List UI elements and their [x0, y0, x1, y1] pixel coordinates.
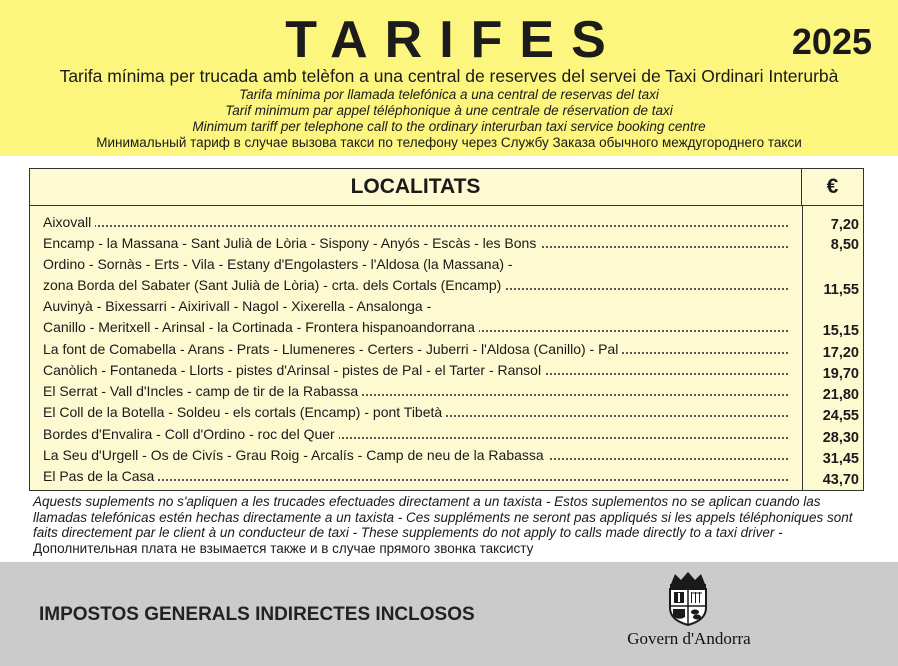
- subtitle-spanish: Tarifa mínima por llamada telefónica a una central de reservas del taxi: [239, 87, 659, 102]
- table-row-price: 7,20: [830, 217, 859, 233]
- year-label: 2025: [791, 21, 872, 62]
- column-header-places: LOCALITATS: [30, 169, 802, 205]
- subtitle-russian: Минимальный тариф в случае вызова такси по телефону через Службу Заказа обычного междугороднего такси: [96, 135, 802, 150]
- table-row-price: 28,30: [822, 430, 859, 446]
- table-row-place: El Coll de la Botella - Soldeu - els cortals (Encamp) - pont Tibetà: [43, 402, 788, 422]
- table-row-price: 43,70: [822, 472, 859, 488]
- table-row-place-continued: zona Borda del Sabater (Sant Julià de Lòria) - crta. dels Cortals (Encamp): [43, 275, 788, 295]
- page-title: TARIFES: [285, 11, 623, 69]
- table-row-place: Canòlich - Fontaneda - Llorts - pistes d'Arinsal - pistes de Pal - el Tarter - Ransol: [43, 360, 788, 380]
- subtitle-catalan: Tarifa mínima per trucada amb telèfon a una central de reserves del servei de Taxi Ordinari Interurbà: [59, 66, 839, 86]
- table-row-place: Encamp - la Massana - Sant Julià de Lòria - Sispony - Anyós - Escàs - les Bons: [43, 233, 788, 253]
- table-row-place: El Serrat - Vall d'Incles - camp de tir de la Rabassa: [43, 381, 788, 401]
- table-row-price: 19,70: [822, 366, 859, 382]
- table-row-price: 31,45: [822, 451, 859, 467]
- tariff-table: [29, 168, 864, 491]
- table-row-place: La font de Comabella - Arans - Prats - Llumeneres - Certers - Juberri - l'Aldosa (Canillo) - Pal: [43, 339, 788, 359]
- table-header: [30, 169, 863, 206]
- table-row-place: La Seu d'Urgell - Os de Civís - Grau Roig - Arcalís - Camp de neu de la Rabassa: [43, 445, 788, 465]
- supplement-note-italic: Aquests suplements no s'apliquen a les trucades efectuades directament a un taxista - Estos suplementos no se aplican cuando las llamadas telefónicas estén hechas directamente a un taxista - Ces suppléments ne seront pas appliqués si les appels téléphoniques sont faits directement par le client à un conducteur de taxi - These supplements do not apply to calls made directly to a taxi driver -: [33, 494, 853, 540]
- table-row-place: Ordino - Sornàs - Erts - Vila - Estany d'Engolasters - l'Aldosa (la Massana) -: [43, 254, 788, 274]
- government-logo-text: Govern d'Andorra: [627, 629, 751, 648]
- subtitle-english: Minimum tariff per telephone call to the ordinary interurban taxi service booking centre: [192, 119, 706, 134]
- andorra-coat-of-arms-icon: [661, 570, 715, 626]
- table-row-place: Bordes d'Envalira - Coll d'Ordino - roc del Quer: [43, 424, 788, 444]
- table-row-price: 21,80: [822, 387, 859, 403]
- table-row-price: 15,15: [822, 323, 859, 339]
- table-row-place-continued: Canillo - Meritxell - Arinsal - la Cortinada - Frontera hispanoandorrana: [43, 317, 788, 337]
- column-header-price: €: [826, 175, 839, 198]
- table-row-place: Aixovall: [43, 212, 788, 232]
- subtitle-french: Tarif minimum par appel téléphonique à une centrale de réservation de taxi: [225, 103, 673, 118]
- table-row-price: 8,50: [830, 237, 859, 253]
- table-row-place: El Pas de la Casa: [43, 466, 788, 486]
- header-band: [0, 0, 898, 156]
- supplement-note: [33, 494, 863, 556]
- table-row-price: 17,20: [822, 345, 859, 361]
- taxes-included-label: IMPOSTOS GENERALS INDIRECTES INCLOSOS: [39, 604, 475, 625]
- table-row-place: Auvinyà - Bixessarri - Aixirivall - Nagol - Xixerella - Ansalonga -: [43, 296, 788, 316]
- table-row-price: 11,55: [823, 282, 859, 298]
- table-row-price: 24,55: [822, 408, 859, 424]
- supplement-note-russian: Дополнительная плата не взымается также и в случае прямого звонка таксисту: [33, 540, 534, 556]
